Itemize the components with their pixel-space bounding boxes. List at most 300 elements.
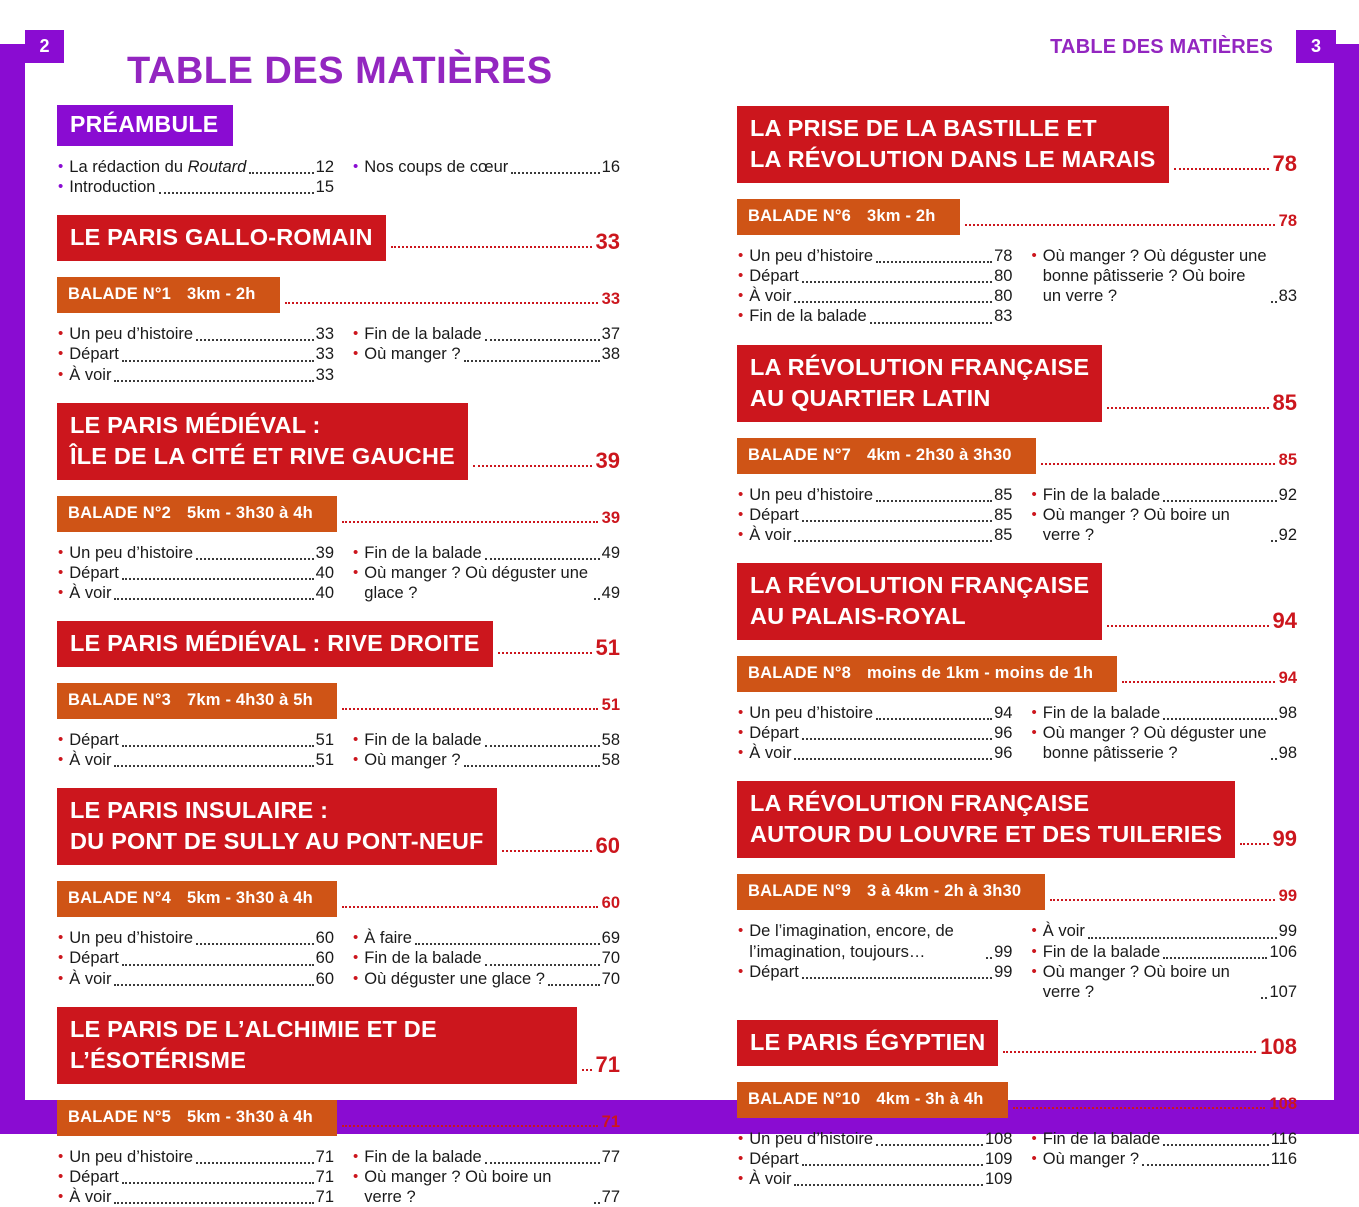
entry-bullet: • — [58, 178, 64, 196]
balade-distance-duration: 3km - 2h — [187, 285, 256, 304]
entry-text: Un peu d’histoire — [749, 703, 874, 722]
balade-page-number: 99 — [1278, 887, 1297, 906]
entry-bullet: • — [738, 1129, 744, 1147]
entry-page-number: 116 — [1270, 1129, 1297, 1148]
entry-page-number: 85 — [994, 525, 1013, 544]
balade-badge — [57, 683, 337, 719]
entry-bullet: • — [738, 962, 744, 980]
toc-entry — [57, 157, 334, 177]
section-title-line: LA RÉVOLUTION DANS LE MARAIS — [750, 146, 1156, 173]
toc-section-header — [737, 106, 1297, 183]
entry-dots — [1088, 937, 1277, 939]
toc-section-header — [737, 345, 1297, 422]
entry-dots — [794, 1184, 982, 1186]
entry-bullet: • — [1031, 962, 1037, 980]
entry-dots — [1271, 301, 1277, 303]
entry-text: Départ — [749, 1150, 799, 1169]
entry-column — [57, 543, 334, 603]
entry-dots — [1271, 540, 1277, 542]
entry-text: Fin de la balade — [364, 731, 482, 750]
entry-page-number: 40 — [315, 563, 334, 582]
toc-entry — [57, 563, 334, 583]
section-title-line: AUTOUR DU LOUVRE ET DES TUILERIES — [750, 821, 1223, 848]
toc-entry — [352, 750, 620, 770]
preamble-badge: PRÉAMBULE — [57, 105, 233, 146]
entry-bullet: • — [1031, 724, 1037, 742]
balade-label: BALADE N°7 — [748, 445, 852, 464]
balade-distance-duration: 5km - 3h30 à 4h — [187, 503, 313, 522]
entry-page-number: 70 — [601, 949, 620, 968]
entry-dots — [1271, 758, 1277, 760]
balade-distance-duration: 3 à 4km - 2h à 3h30 — [867, 882, 1022, 901]
toc-entry — [352, 928, 620, 948]
toc-entry — [57, 948, 334, 968]
entry-dots — [122, 964, 314, 966]
toc-entry — [352, 324, 620, 344]
entry-dots — [802, 520, 992, 522]
entry-dots — [1163, 957, 1267, 959]
entry-text: À voir — [749, 287, 792, 306]
toc-entry — [737, 505, 1012, 525]
entry-dots — [1142, 1164, 1269, 1166]
entry-dots — [876, 1144, 983, 1146]
section-dotted-leader — [1107, 407, 1268, 409]
entry-bullet: • — [353, 345, 359, 363]
entry-page-number: 83 — [1278, 287, 1297, 306]
entry-text: À voir — [69, 365, 112, 384]
toc-entry — [352, 969, 620, 989]
entry-column — [737, 1129, 1012, 1189]
section-page-number: 85 — [1272, 389, 1297, 415]
entry-columns — [57, 730, 620, 770]
toc-section-header — [57, 1007, 620, 1084]
toc-entry — [352, 563, 620, 603]
entry-column — [737, 485, 1012, 545]
entry-page-number: 49 — [601, 583, 620, 602]
entry-bullet: • — [58, 929, 64, 947]
entry-columns — [737, 921, 1297, 1002]
entry-bullet: • — [738, 505, 744, 523]
section-title-line: LA PRISE DE LA BASTILLE ET — [750, 115, 1097, 141]
toc-entry — [57, 344, 334, 364]
balade-dotted-leader — [342, 906, 598, 908]
entry-text: Fin de la balade — [364, 1147, 482, 1166]
toc-section-header — [737, 781, 1297, 858]
entry-dots — [794, 758, 992, 760]
toc-entry — [1030, 703, 1297, 723]
entry-bullet: • — [738, 247, 744, 265]
balade-badge — [737, 199, 960, 235]
section-title-box — [57, 1007, 577, 1084]
toc-entry — [1030, 485, 1297, 505]
balade-row — [737, 656, 1297, 692]
section-page-number: 94 — [1272, 607, 1297, 633]
entry-dots — [1163, 500, 1276, 502]
entry-dots — [122, 360, 314, 362]
entry-bullet: • — [738, 267, 744, 285]
balade-label: BALADE N°5 — [68, 1107, 172, 1126]
entry-column — [737, 246, 1012, 327]
section-dotted-leader — [1174, 168, 1269, 170]
entry-dots — [196, 558, 314, 560]
toc-entry — [737, 306, 1012, 326]
entry-bullet: • — [353, 949, 359, 967]
toc-entry — [352, 948, 620, 968]
entry-page-number: 99 — [994, 942, 1013, 961]
entry-text: Où manger ? Où déguster une glace ? — [364, 563, 589, 602]
entry-text: Où manger ? — [364, 345, 461, 364]
entry-page-number: 80 — [994, 287, 1013, 306]
entry-page-number: 116 — [1270, 1150, 1297, 1169]
entry-text: Départ — [749, 962, 799, 981]
entry-bullet: • — [1031, 485, 1037, 503]
entry-page-number: 33 — [315, 365, 334, 384]
section-dotted-leader — [582, 1069, 592, 1071]
entry-bullet: • — [58, 731, 64, 749]
balade-dotted-leader — [342, 708, 598, 710]
entry-page-number: 40 — [315, 583, 334, 602]
entry-column — [1030, 921, 1297, 1002]
toc-entry — [57, 1187, 334, 1207]
balade-page-number: 85 — [1278, 450, 1297, 469]
toc-entry — [1030, 1129, 1297, 1149]
entry-text: Départ — [749, 267, 799, 286]
entry-text: À voir — [749, 744, 792, 763]
entry-bullet: • — [353, 929, 359, 947]
entry-page-number: 98 — [1278, 703, 1297, 722]
entry-dots — [1163, 718, 1276, 720]
entry-dots — [594, 598, 600, 600]
section-page-number: 51 — [595, 635, 620, 661]
entry-page-number: 60 — [315, 969, 334, 988]
entry-page-number: 94 — [994, 703, 1013, 722]
entry-text: Où déguster une glace ? — [364, 969, 545, 988]
entry-bullet: • — [738, 744, 744, 762]
section-title-line: ÎLE DE LA CITÉ ET RIVE GAUCHE — [70, 442, 455, 469]
balade-dotted-leader — [342, 521, 598, 523]
balade-badge — [737, 438, 1036, 474]
entry-dots — [485, 964, 600, 966]
entry-bullet: • — [1031, 703, 1037, 721]
toc-entry — [737, 1169, 1012, 1189]
entry-text: Fin de la balade — [1042, 1129, 1161, 1148]
entry-bullet: • — [738, 525, 744, 543]
entry-bullet: • — [353, 543, 359, 561]
section-title-line: LE PARIS MÉDIÉVAL : RIVE DROITE — [70, 630, 480, 657]
balade-row — [57, 683, 620, 719]
entry-bullet: • — [1031, 922, 1037, 940]
balade-dotted-leader — [1041, 463, 1275, 465]
entry-page-number: 51 — [315, 751, 334, 770]
entry-text: Fin de la balade — [1042, 942, 1161, 961]
toc-entry — [1030, 962, 1297, 1002]
entry-text: Départ — [749, 724, 799, 743]
balade-distance-duration: 5km - 3h30 à 4h — [187, 1107, 313, 1126]
entry-bullet: • — [353, 158, 359, 175]
toc-section-header — [57, 403, 620, 480]
entry-page-number: 85 — [994, 505, 1013, 524]
toc-entry — [737, 723, 1012, 743]
balade-badge — [737, 656, 1117, 692]
toc-entry — [1030, 1149, 1297, 1169]
entry-page-number: 49 — [601, 543, 620, 562]
toc-section-header — [57, 788, 620, 865]
page-number-left: 2 — [25, 30, 64, 63]
entry-dots — [159, 192, 314, 194]
section-page-number: 33 — [595, 229, 620, 255]
section-page-number: 39 — [595, 447, 620, 473]
balade-dotted-leader — [1050, 899, 1274, 901]
entry-columns — [57, 1147, 620, 1207]
toc-entry — [1030, 723, 1297, 763]
entry-text: Fin de la balade — [364, 949, 482, 968]
entry-dots — [114, 984, 313, 986]
section-title-box — [57, 403, 468, 480]
entry-dots — [464, 765, 600, 767]
entry-text: Où manger ? — [364, 751, 461, 770]
running-header: TABLE DES MATIÈRES — [1050, 36, 1273, 58]
toc-section-header — [57, 621, 620, 667]
balade-distance-duration: 5km - 3h30 à 4h — [187, 889, 313, 908]
entry-column — [1030, 246, 1297, 327]
toc-entry — [737, 1149, 1012, 1169]
entry-bullet: • — [58, 1167, 64, 1185]
entry-dots — [122, 745, 314, 747]
entry-text: Départ — [69, 563, 119, 582]
balade-label: BALADE N°8 — [748, 663, 852, 682]
entry-text: Où manger ? — [1042, 1150, 1140, 1169]
balade-dotted-leader — [965, 224, 1275, 226]
entry-page-number: 80 — [994, 267, 1013, 286]
balade-dotted-leader — [1122, 681, 1274, 683]
toc-entry — [57, 730, 334, 750]
toc-entry — [57, 543, 334, 563]
entry-bullet: • — [58, 751, 64, 769]
toc-entry — [737, 703, 1012, 723]
sidebar-strip-left — [0, 44, 25, 1100]
entry-dots — [114, 765, 313, 767]
section-dotted-leader — [473, 465, 592, 467]
toc-entry — [1030, 505, 1297, 545]
entry-page-number: 71 — [315, 1167, 334, 1186]
balade-badge — [737, 874, 1045, 910]
section-dotted-leader — [502, 850, 592, 852]
toc-page-right — [737, 0, 1297, 1189]
entry-text: Un peu d’histoire — [749, 485, 874, 504]
entry-columns — [737, 485, 1297, 545]
entry-bullet: • — [738, 307, 744, 325]
toc-entry — [1030, 921, 1297, 941]
entry-text: À voir — [749, 1170, 792, 1189]
balade-row — [57, 496, 620, 532]
entry-column — [352, 324, 620, 384]
section-title-line: DU PONT DE SULLY AU PONT-NEUF — [70, 828, 484, 855]
entry-bullet: • — [58, 1147, 64, 1165]
entry-dots — [196, 339, 314, 341]
entry-bullet: • — [1031, 942, 1037, 960]
balade-page-number: 71 — [601, 1112, 620, 1131]
section-title-line: LE PARIS GALLO-ROMAIN — [70, 224, 373, 251]
entry-bullet: • — [738, 485, 744, 503]
toc-entry — [737, 246, 1012, 266]
entry-dots — [196, 1162, 314, 1164]
entry-bullet: • — [58, 949, 64, 967]
entry-text: À voir — [69, 751, 112, 770]
balade-dotted-leader — [285, 302, 598, 304]
entry-text: Un peu d’histoire — [69, 325, 194, 344]
toc-page-left — [57, 0, 620, 1207]
entry-dots — [114, 1202, 313, 1204]
balade-badge — [57, 277, 280, 313]
entry-dots — [1261, 997, 1267, 999]
entry-page-number: 39 — [315, 543, 334, 562]
entry-text: Départ — [69, 1167, 119, 1186]
entry-bullet: • — [58, 543, 64, 561]
entry-columns — [57, 324, 620, 384]
entry-bullet: • — [353, 1167, 359, 1185]
entry-column — [352, 543, 620, 603]
entry-column — [1030, 1129, 1297, 1189]
entry-text: À voir — [69, 583, 112, 602]
toc-entry — [352, 1167, 620, 1207]
entry-column — [57, 157, 334, 197]
entry-page-number: 60 — [315, 929, 334, 948]
entry-column — [737, 921, 1012, 1002]
balade-row — [57, 277, 620, 313]
section-page-number: 99 — [1272, 826, 1297, 852]
entry-column — [737, 703, 1012, 763]
entry-column — [57, 730, 334, 770]
entry-page-number: 106 — [1269, 942, 1297, 961]
entry-column — [352, 928, 620, 988]
toc-entry — [737, 286, 1012, 306]
entry-text: Fin de la balade — [1042, 703, 1161, 722]
balade-dotted-leader — [1013, 1107, 1266, 1109]
section-dotted-leader — [1003, 1051, 1256, 1053]
balade-badge — [57, 496, 337, 532]
entry-dots — [415, 943, 600, 945]
entry-dots — [802, 738, 992, 740]
section-dotted-leader — [391, 246, 592, 248]
entry-page-number: 33 — [315, 345, 334, 364]
entry-column — [57, 928, 334, 988]
entry-dots — [485, 558, 600, 560]
entry-text: Un peu d’histoire — [69, 1147, 194, 1166]
entry-text: Un peu d’histoire — [749, 1129, 874, 1148]
balade-row — [737, 874, 1297, 910]
entry-column — [1030, 703, 1297, 763]
entry-bullet: • — [353, 325, 359, 343]
balade-badge — [57, 1100, 337, 1136]
entry-dots — [548, 984, 600, 986]
section-dotted-leader — [498, 652, 592, 654]
section-title-line: LA RÉVOLUTION FRANÇAISE — [750, 571, 1090, 598]
entry-page-number: 15 — [315, 178, 334, 197]
entry-dots — [794, 540, 992, 542]
entry-text: Départ — [749, 505, 799, 524]
toc-entry — [1030, 246, 1297, 306]
balade-label: BALADE N°2 — [68, 503, 172, 522]
entry-page-number: 98 — [1278, 744, 1297, 763]
entry-text: Un peu d’histoire — [749, 247, 874, 266]
entry-columns — [57, 157, 620, 197]
balade-badge — [737, 1082, 1008, 1118]
toc-entry — [352, 1147, 620, 1167]
entry-text: À voir — [1042, 922, 1085, 941]
entry-page-number: 109 — [984, 1150, 1013, 1169]
entry-column — [352, 1147, 620, 1207]
entry-text-italic: Routard — [187, 158, 247, 176]
toc-entry — [737, 266, 1012, 286]
section-title-line: LE PARIS ÉGYPTIEN — [750, 1028, 986, 1055]
entry-columns — [737, 246, 1297, 327]
section-dotted-leader — [1240, 843, 1268, 845]
section-page-number: 71 — [595, 1051, 620, 1077]
entry-dots — [249, 172, 313, 174]
section-title-box — [737, 106, 1169, 183]
balade-label: BALADE N°10 — [748, 1089, 861, 1108]
balade-distance-duration: 4km - 2h30 à 3h30 — [867, 445, 1012, 464]
balade-label: BALADE N°6 — [748, 207, 852, 226]
entry-text: Fin de la balade — [364, 543, 482, 562]
entry-page-number: 96 — [994, 744, 1013, 763]
balade-row — [737, 1082, 1297, 1118]
entry-dots — [594, 1202, 600, 1204]
entry-bullet: • — [1031, 505, 1037, 523]
entry-page-number: 83 — [994, 307, 1013, 326]
entry-text: Fin de la balade — [364, 325, 482, 344]
entry-page-number: 78 — [994, 247, 1013, 266]
entry-page-number: 58 — [601, 731, 620, 750]
entry-text: Où manger ? Où boire un verre ? — [364, 1167, 552, 1206]
page-title: TABLE DES MATIÈRES — [127, 50, 553, 92]
entry-bullet: • — [738, 1150, 744, 1168]
entry-dots — [794, 301, 992, 303]
entry-bullet: • — [353, 563, 359, 581]
entry-dots — [802, 281, 992, 283]
entry-dots — [876, 500, 992, 502]
entry-dots — [114, 598, 313, 600]
balade-label: BALADE N°9 — [748, 882, 852, 901]
entry-page-number: 70 — [601, 969, 620, 988]
section-title-box — [57, 788, 497, 865]
entry-dots — [485, 339, 600, 341]
balade-dotted-leader — [342, 1125, 598, 1127]
toc-entry — [57, 177, 334, 197]
balade-page-number: 108 — [1269, 1094, 1297, 1113]
toc-section-header — [57, 215, 620, 261]
entry-page-number: 60 — [315, 949, 334, 968]
toc-entry — [352, 730, 620, 750]
entry-bullet: • — [353, 731, 359, 749]
toc-entry — [352, 543, 620, 563]
toc-entry — [1030, 942, 1297, 962]
entry-dots — [876, 718, 992, 720]
section-title-line: LA RÉVOLUTION FRANÇAISE — [750, 790, 1090, 817]
sidebar-strip-right — [1334, 44, 1359, 1100]
balade-badge — [57, 881, 337, 917]
entry-page-number: 51 — [315, 731, 334, 750]
balade-distance-duration: 3km - 2h — [867, 207, 936, 226]
section-title-box — [737, 345, 1102, 422]
entry-dots — [802, 977, 992, 979]
entry-page-number: 71 — [315, 1188, 334, 1206]
entry-dots — [1163, 1144, 1269, 1146]
entry-page-number: 99 — [1278, 922, 1297, 941]
balade-page-number: 78 — [1278, 212, 1297, 231]
entry-text: Où manger ? Où boire un verre ? — [1042, 505, 1230, 544]
entry-text: À faire — [364, 929, 412, 948]
